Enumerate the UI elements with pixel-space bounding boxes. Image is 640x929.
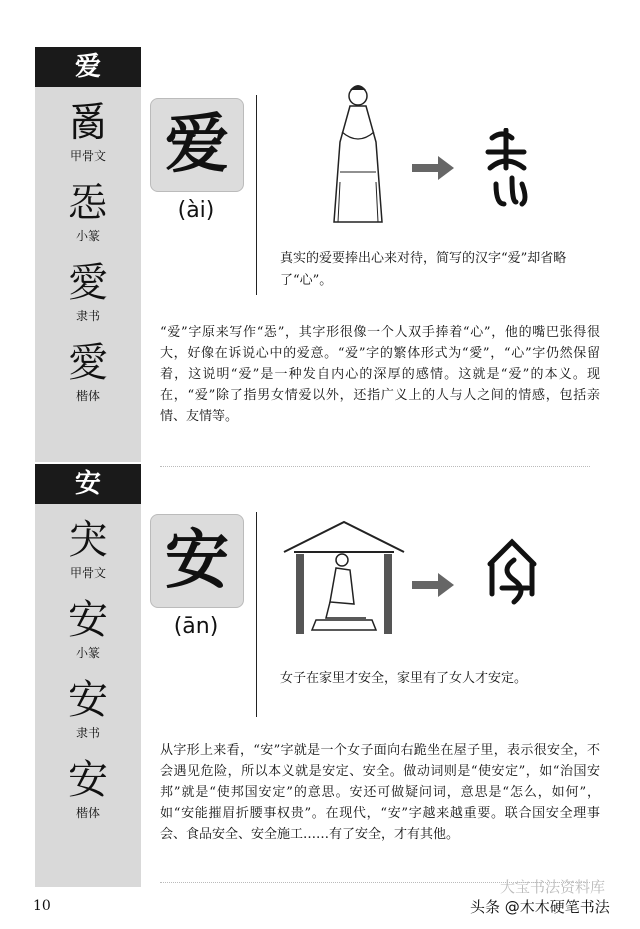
script-entry (35, 516, 141, 582)
script-label: 甲骨文 (69, 149, 106, 163)
script-label: 甲骨文 (69, 566, 106, 580)
divider-line (256, 95, 257, 295)
script-entry (35, 676, 141, 742)
caption-an: 女子在家里才安全，家里有了女人才安定。 (280, 671, 528, 686)
script-glyph: 宊 (68, 517, 108, 563)
script-label: 楷体 (75, 389, 100, 403)
main-character-ai: 爱 (150, 98, 244, 192)
script-label: 小篆 (75, 229, 100, 243)
oracle-glyph-ai (478, 128, 538, 218)
script-panel-an (35, 504, 141, 887)
caption-ai: 真实的爱要捧出心来对待，简写的汉字“爱”却省略了“心”。 (280, 251, 567, 288)
script-glyph: 㤅 (68, 180, 108, 226)
section-header-an: 安 (35, 464, 141, 504)
script-glyph: 安 (68, 757, 108, 803)
script-glyph: 安 (68, 677, 108, 723)
arrow-icon (412, 156, 454, 180)
script-label: 楷体 (75, 806, 100, 820)
script-entry (35, 596, 141, 662)
house-illustration (280, 518, 408, 640)
script-entry (35, 756, 141, 822)
pinyin-ai: (ài) (177, 198, 215, 223)
pinyin-an: (ān) (173, 614, 219, 639)
oracle-glyph-an (484, 538, 544, 626)
section-header-ai: 爱 (35, 47, 141, 87)
woman-illustration (320, 82, 400, 232)
script-entry (35, 179, 141, 245)
script-glyph: 愛 (68, 340, 108, 386)
script-entry (35, 339, 141, 405)
watermark: 头条 @木木硬笔书法 (470, 898, 610, 916)
divider-line (256, 512, 257, 717)
script-label: 隶书 (75, 726, 100, 740)
section-separator (160, 466, 590, 467)
script-label: 隶书 (75, 309, 100, 323)
main-character-an: 安 (150, 514, 244, 608)
script-entry (35, 259, 141, 325)
page-number: 10 (33, 898, 51, 914)
body-text-an: 从字形上来看，“安”字就是一个女子面向右跪坐在屋子里，表示很安全，不会遇见危险，所以本义就是安定、安全。做动词则是“使安定”，如“治国安邦”就是“使邦国安定”的意思。安还可做疑问词，意思是“怎么，如何”，如“安能摧眉折腰事权贵”。在现代，“安”字越来越重要。联合国安全理事会、食品安全、安全施工……有了安全，才有其他。 (160, 743, 600, 842)
script-entry (35, 99, 141, 165)
arrow-icon (412, 573, 454, 597)
script-label: 小篆 (75, 646, 100, 660)
script-glyph: 𤔔 (68, 100, 108, 146)
watermark-faint: 大宝书法资料库 (500, 878, 606, 896)
script-panel-ai (35, 87, 141, 462)
script-glyph: 愛 (68, 260, 108, 306)
script-glyph: 安 (68, 597, 108, 643)
body-text-ai: “爱”字原来写作“㤅”，其字形很像一个人双手捧着“心”，他的嘴巴张得很大，好像在诉说心中的爱意。“爱”字的繁体形式为“愛”，“心”字仍然保留着，这说明“爱”是一种发自内心的深厚的感情。这就是“爱”的本义。现在，“爱”除了指男女情爱以外，还指广义上的人与人之间的情感，包括亲情、友情等。 (160, 325, 600, 424)
